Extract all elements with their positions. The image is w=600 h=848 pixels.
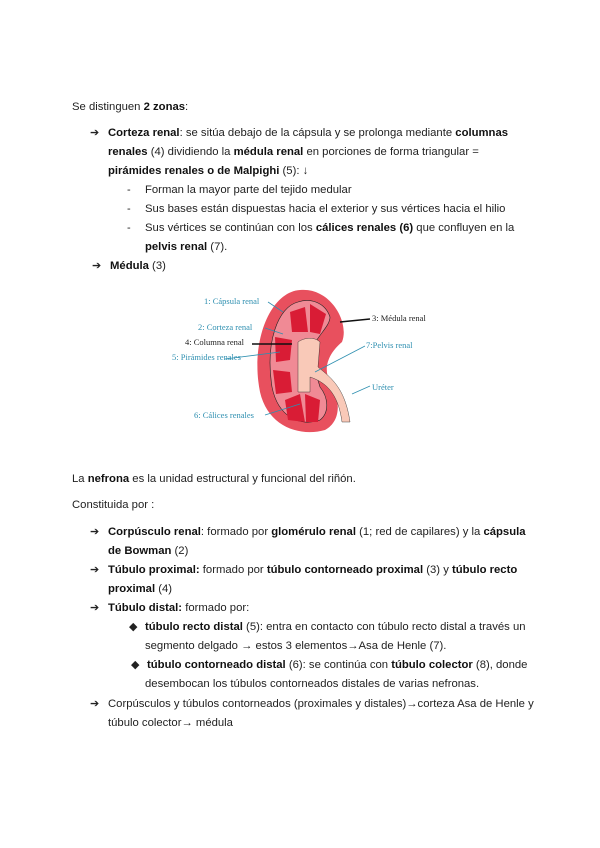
bold-term: túbulo recto [451, 564, 518, 576]
text-run: es la unidad estructural y funcional del riñón. [129, 473, 356, 485]
text-run: (6): se continúa con [285, 659, 392, 671]
diamond-bullet-icon: ◆ [131, 659, 140, 671]
text-run: (4) [155, 583, 173, 595]
text-run: : formado por [200, 526, 272, 538]
text-run: : se sitúa debajo de la cápsula y se prolonga mediante [179, 127, 456, 139]
text-run: segmento delgado → estos 3 elementos→Asa de Henle (7). [145, 640, 447, 652]
bold-term: Médula [110, 260, 149, 272]
arrow-bullet-icon: ➔ [92, 260, 102, 272]
arrow-bullet-icon: ➔ [90, 564, 100, 576]
bold-term: túbulo recto distal [145, 621, 243, 633]
text-line [147, 658, 527, 672]
text-run: (8), donde [472, 659, 528, 671]
bold-term: pelvis renal [145, 241, 208, 253]
text-run: (3) [148, 260, 166, 272]
text-run: Forman la mayor parte del tejido medular [145, 184, 352, 196]
text-run: desembocan los túbulos contorneados distales de varias nefronas. [145, 678, 480, 690]
bold-term: pirámides renales o de Malpighi [108, 165, 280, 177]
bold-term: cápsula [483, 526, 526, 538]
bold-term: columnas [455, 127, 509, 139]
label-ureter: Uréter [372, 382, 394, 392]
text-line [108, 601, 249, 615]
text-line [108, 525, 526, 539]
bold-term: cálices renales (6) [315, 222, 414, 234]
dash-bullet: - [127, 203, 131, 215]
text-run: (4) dividiendo la [147, 146, 234, 158]
bold-term: 2 zonas [143, 101, 186, 113]
bold-term: Corteza renal [108, 127, 180, 139]
text-run: túbulo colector→ médula [108, 717, 233, 729]
text-run: Sus vértices se continúan con los [145, 222, 316, 234]
text-run: (5): entra en contacto con túbulo recto distal a través un [242, 621, 526, 633]
text-run: (5): ↓ [279, 165, 309, 177]
dash-bullet: - [127, 184, 131, 196]
text-run: formado por [199, 564, 267, 576]
arrow-bullet-icon: ➔ [90, 526, 100, 538]
text-run: (7). [207, 241, 228, 253]
text-line [108, 697, 534, 711]
label-pelvis: 7:Pelvis renal [366, 340, 413, 350]
label-medula: 3: Médula renal [372, 313, 426, 323]
bold-term: túbulo contorneado proximal [266, 564, 424, 576]
arrow-bullet-icon: ➔ [90, 127, 100, 139]
diamond-bullet-icon: ◆ [129, 621, 138, 633]
label-piramides: 5: Pirámides renales [172, 352, 241, 362]
bold-term: glomérulo renal [271, 526, 356, 538]
text-run: : [185, 101, 189, 113]
text-run: (3) y [423, 564, 452, 576]
label-corteza: 2: Corteza renal [198, 322, 253, 332]
bold-term: renales [108, 146, 148, 158]
label-calices: 6: Cálices renales [194, 410, 254, 420]
bold-term: médula renal [233, 146, 304, 158]
text-run: que confluyen en la [413, 222, 515, 234]
text-run: Corpúsculos y túbulos contorneados (proximales y distales)→corteza Asa de Henle y [108, 698, 534, 710]
text-line [108, 164, 308, 178]
text-line [72, 100, 188, 114]
text-run: (2) [171, 545, 189, 557]
text-line [108, 126, 508, 140]
text-line [145, 620, 526, 634]
bold-term: nefrona [87, 473, 130, 485]
kidney-diagram [172, 282, 440, 437]
bold-term: túbulo contorneado distal [147, 659, 286, 671]
text-run: (1; red de capilares) y la [355, 526, 484, 538]
bold-term: Túbulo distal: [108, 602, 183, 614]
text-line [145, 221, 514, 235]
text-run: La [72, 473, 88, 485]
text-line [108, 716, 233, 730]
text-line [145, 240, 227, 254]
bold-term: túbulo colector [391, 659, 473, 671]
text-line [145, 639, 446, 653]
bold-term: proximal [108, 583, 156, 595]
text-line [145, 183, 352, 197]
text-line [108, 145, 479, 159]
bold-term: de Bowman [108, 545, 172, 557]
text-line [72, 498, 154, 512]
bold-term: Túbulo proximal: [108, 564, 200, 576]
text-line [108, 582, 172, 596]
text-line [108, 563, 517, 577]
text-run: Constituida por : [72, 499, 155, 511]
text-line [145, 202, 505, 216]
dash-bullet: - [127, 222, 131, 234]
bold-term: Corpúsculo renal [108, 526, 201, 538]
arrow-bullet-icon: ➔ [90, 602, 100, 614]
text-line [145, 677, 479, 691]
text-run: formado por: [182, 602, 250, 614]
label-capsula: 1: Cápsula renal [204, 296, 260, 306]
arrow-bullet-icon: ➔ [90, 698, 100, 710]
text-run: Sus bases están dispuestas hacia el exterior y sus vértices hacia el hilio [145, 203, 506, 215]
text-run: en porciones de forma triangular = [303, 146, 479, 158]
text-line [108, 544, 188, 558]
text-run: Se distinguen [72, 101, 144, 113]
text-line [72, 472, 356, 486]
label-columna: 4: Columna renal [185, 337, 245, 347]
text-line [110, 259, 166, 273]
